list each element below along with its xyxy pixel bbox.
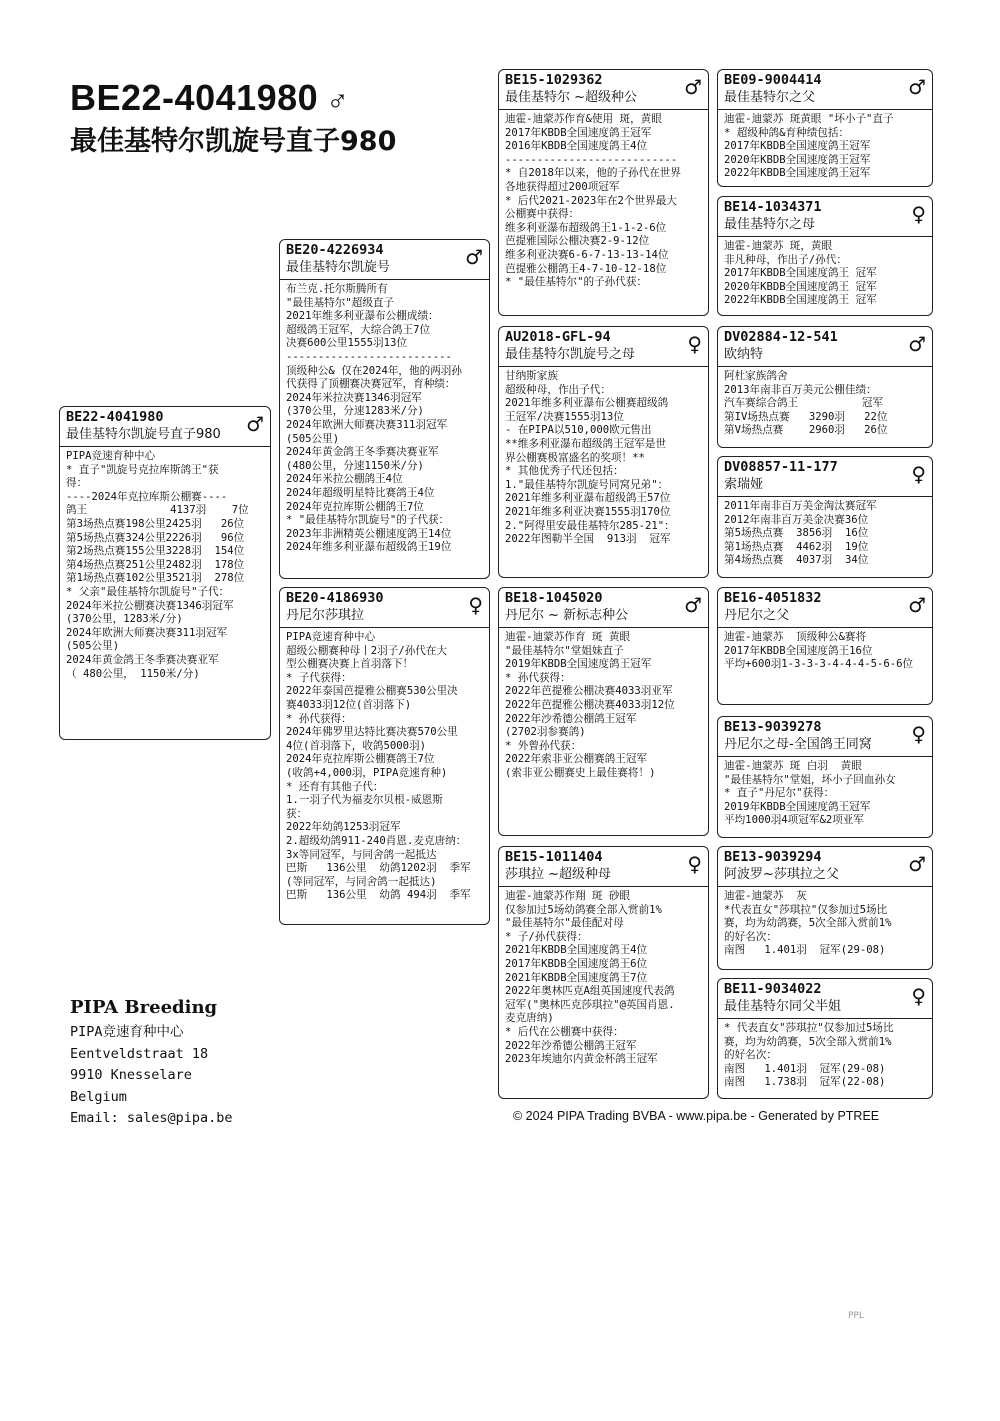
pedigree-card-subject: [59, 406, 271, 740]
pedigree-card-ddd: [717, 978, 933, 1099]
result-line: * 父亲"最佳基特尔凯旋号"子代：: [66, 585, 230, 598]
pigeon-name: 阿波罗~莎琪拉之父: [724, 867, 839, 882]
result-line: 2019年KBDB全国速度鸽王冠军: [724, 800, 871, 813]
card-body: [718, 887, 932, 960]
result-line: 2023年非洲精英公棚速度鸽王14位: [286, 527, 452, 540]
result-line: 决赛600公里1555羽13位: [286, 337, 407, 350]
result-line: 2023年埃迪尔内黄金杯鸽王冠军: [505, 1053, 658, 1066]
subject-name: 最佳基特尔凯旋号直子980: [70, 126, 397, 157]
ring-number: BE09-9004414: [724, 72, 822, 88]
pigeon-name: 最佳基特尔之父: [724, 90, 816, 105]
result-line: 第3场热点赛198公里2425羽 26位: [66, 517, 245, 530]
result-line: 2021年KBDB全国速度鸽王4位: [505, 944, 648, 957]
result-line: 代获得了顶棚赛决赛冠军，育种绩：: [286, 378, 456, 391]
result-line: 2022年KBDB全国速度鸽王冠军: [724, 167, 871, 180]
result-line: 顶级种公& 仅在2024年，他的两羽孙: [286, 364, 462, 377]
result-line: 2021年KBDB全国速度鸽王7位: [505, 971, 648, 984]
result-line: 的好名次：: [724, 930, 777, 943]
result-line: 迪霍-迪蒙苏 灰: [724, 890, 807, 902]
result-line: 2020年KBDB全国速度鸽王 冠军: [724, 280, 877, 293]
result-line: 2022年KBDB全国速度鸽王 冠军: [724, 294, 877, 307]
card-header: [499, 847, 708, 887]
result-line: 2024年米拉公棚赛决赛1346羽冠军: [66, 599, 234, 612]
result-line: (370公里，分速1283米/分): [286, 405, 424, 418]
breeder-email: Email: sales@pipa.be: [70, 1110, 233, 1126]
result-line: 2.超级幼鸽911-240肖恩.麦克唐纳：: [286, 834, 467, 847]
result-line: 巴斯 136公里 幼鸽 494羽 季军: [286, 889, 471, 902]
female-icon: ♀: [687, 332, 702, 356]
result-line: * 还育有其他子代：: [286, 780, 384, 793]
result-line: * 孙代获得：: [505, 671, 571, 684]
breeder-contact: [70, 996, 370, 1130]
result-line: 2017年KBDB全国速度鸽王16位: [724, 644, 873, 657]
subject-ring: BE22-4041980: [70, 77, 319, 118]
result-line: 维多利亚决赛6-6-7-13-13-14位: [505, 248, 669, 261]
ring-number: BE20-4226934: [286, 242, 384, 258]
result-line: 2024年克拉库斯公棚赛鸽王7位: [286, 753, 435, 766]
result-line: 2024年维多利亚瀑布超级鸽王19位: [286, 541, 452, 554]
card-body: [280, 280, 489, 557]
result-line: 迪霍-迪蒙苏作育&使用 斑，黄眼: [505, 113, 662, 125]
result-line: 迪霍-迪蒙苏 斑 白羽 黄眼: [724, 760, 862, 772]
card-header: [718, 70, 932, 110]
breeder-line: PIPA竞速育种中心: [70, 1024, 184, 1040]
pedigree-card-sire-sire: [498, 69, 709, 316]
result-line: (505公里): [286, 432, 340, 445]
card-header: [718, 847, 932, 887]
ring-number: BE11-9034022: [724, 981, 822, 997]
card-body: [718, 497, 932, 570]
card-header: [280, 240, 489, 280]
result-line: * "最佳基特尔"的子孙代获：: [505, 276, 648, 289]
result-line: 2024年欧洲大师赛决赛311羽冠军: [66, 626, 228, 639]
pedigree-card-sds: [717, 326, 933, 448]
result-line: "最佳基特尔"堂姐妹直子: [505, 644, 624, 657]
result-line: 各地获得超过200项冠军: [505, 180, 620, 193]
result-line: "最佳基特尔"最佳配对母: [505, 917, 624, 930]
pigeon-name: 最佳基特尔凯旋号之母: [505, 347, 636, 362]
result-line: "最佳基特尔"超级直子: [286, 296, 395, 309]
result-line: 芭提雅公棚鸽王4-7-10-12-18位: [505, 262, 667, 275]
result-line: 2021年维多利亚瀑布超级鸽王57位: [505, 492, 671, 505]
result-line: - 在PIPA以510,000欧元售出: [505, 424, 652, 437]
result-line: 冠军("奥林匹克莎琪拉"@英国肖恩.: [505, 998, 675, 1011]
result-line: * 后代2021-2023年在2个世界最大: [505, 194, 677, 207]
result-line: ---------------------------: [505, 153, 678, 166]
male-icon: ♂: [684, 75, 702, 99]
result-line: 维多利亚瀑布超级鸽王1-1-2-6位: [505, 221, 667, 234]
subject-header: [70, 78, 490, 159]
result-line: 公棚赛中获得：: [505, 208, 580, 221]
result-line: 得：: [66, 477, 88, 490]
card-body: [499, 367, 708, 549]
result-line: 1.一羽子代为福麦尔贝根-威恩斯: [286, 794, 443, 807]
pedigree-card-ssd: [717, 196, 933, 316]
result-line: * 直子"丹尼尔"获得：: [724, 787, 835, 800]
male-icon: ♂: [326, 84, 350, 117]
result-line: 超级鸽王冠军，大综合鸽王7位: [286, 323, 431, 336]
pedigree-card-sss: [717, 69, 933, 187]
card-body: [718, 110, 932, 183]
result-line: (收鸽+4,000羽，PIPA竞速育种): [286, 766, 448, 779]
subject-ring-row: [70, 78, 490, 121]
result-line: 甘纳斯家族: [505, 370, 558, 382]
result-line: 2017年KBDB全国速度鸽王 冠军: [724, 267, 877, 280]
result-line: * 后代在公棚赛中获得：: [505, 1025, 624, 1038]
result-line: 2024年克拉库斯公棚鸽王7位: [286, 500, 424, 513]
result-line: 2019年KBDB全国速度鸽王冠军: [505, 658, 652, 671]
result-line: 赛，均为幼鸽赛，5次全部入赏前1%: [724, 917, 892, 930]
female-icon: ♀: [911, 984, 926, 1008]
card-header: [499, 70, 708, 110]
pedigree-card-sdd: [717, 456, 933, 578]
result-line: ----2024年克拉库斯公棚赛----: [66, 490, 228, 503]
card-body: [718, 237, 932, 310]
card-header: [718, 979, 932, 1019]
breeder-name: PIPA Breeding: [70, 997, 218, 1018]
result-line: 2024年佛罗里达特比赛决赛570公里: [286, 726, 458, 739]
result-line: 第2场热点赛155公里3228羽 154位: [66, 545, 245, 558]
pedigree-card-dam: [279, 587, 490, 925]
result-line: (480公里，分速1150米/分): [286, 459, 424, 472]
card-body: [499, 628, 708, 783]
male-icon: ♂: [908, 852, 926, 876]
result-line: 南图 1.401羽 冠军(29-08): [724, 944, 886, 957]
ring-number: AU2018-GFL-94: [505, 329, 611, 345]
result-line: 鸽王 4137羽 7位: [66, 504, 249, 517]
ring-number: BE13-9039294: [724, 849, 822, 865]
result-line: 2024年黄金鸽王冬季赛决赛亚军: [66, 653, 219, 666]
result-line: 2024年米拉决赛1346羽冠军: [286, 391, 422, 404]
result-line: 第5场热点赛324公里2226羽 96位: [66, 531, 245, 544]
result-line: 2022年芭提雅公棚决赛4033羽12位: [505, 698, 675, 711]
card-header: [60, 407, 270, 447]
result-line: 2022年图勒半全国 913羽 冠军: [505, 533, 671, 546]
result-line: 2021年维多利亚瀑布公棚赛超级鸽: [505, 397, 669, 410]
copyright: © 2024 PIPA Trading BVBA - www.pipa.be - Generated by PTREE: [513, 1109, 880, 1123]
result-line: 第4场热点赛251公里2482羽 178位: [66, 558, 245, 571]
result-line: 南图 1.738羽 冠军(22-08): [724, 1076, 886, 1089]
ring-number: BE22-4041980: [66, 409, 164, 425]
result-line: * 自2018年以来，他的子孙代在世界: [505, 167, 681, 180]
card-body: [60, 447, 270, 683]
pedigree-card-dss: [717, 587, 933, 705]
result-line: （ 480公里， 1150米/分): [66, 667, 200, 680]
card-header: [718, 457, 932, 497]
card-header: [718, 327, 932, 367]
male-icon: ♂: [908, 332, 926, 356]
pedigree-card-dam-sire: [498, 587, 709, 836]
result-line: * 孙代获得：: [286, 712, 352, 725]
result-line: 3x等同冠军，与同舍鸽一起抵达: [286, 848, 437, 861]
result-line: 芭提雅国际公棚决赛2-9-12位: [505, 235, 650, 248]
result-line: 非凡种母，作出子/孙代：: [724, 253, 847, 266]
result-line: * "最佳基特尔凯旋号"的子代获：: [286, 514, 450, 527]
result-line: 2024年超级明星特比赛鸽王4位: [286, 486, 435, 499]
result-line: PIPA竞速育种中心: [286, 631, 376, 643]
result-line: 王冠军/决赛1555羽13位: [505, 410, 624, 423]
result-line: 2022年沙希德公棚鸽王冠军: [505, 712, 637, 725]
male-icon: ♂: [684, 593, 702, 617]
card-body: [718, 367, 932, 440]
pigeon-name: 最佳基特尔之母: [724, 217, 816, 232]
result-line: 2."阿得里安最佳基特尔285-21"：: [505, 519, 675, 532]
result-line: 1."最佳基特尔凯旋号同窝兄弟"：: [505, 478, 669, 491]
male-icon: ♂: [908, 75, 926, 99]
card-header: [718, 197, 932, 237]
result-line: *代表直女"莎琪拉"仅参加过5场比: [724, 903, 888, 916]
ring-number: BE14-1034371: [724, 199, 822, 215]
female-icon: ♀: [911, 722, 926, 746]
card-header: [499, 327, 708, 367]
result-line: 2022年芭提雅公棚决赛4033羽亚军: [505, 685, 673, 698]
result-line: 平均1000羽4项冠军&2项亚军: [724, 814, 864, 827]
result-line: 汽车赛综合鸽王 冠军: [724, 397, 884, 410]
result-line: 麦克唐纳): [505, 1012, 554, 1025]
result-line: 迪霍-迪蒙苏 顶级种公&赛将: [724, 631, 867, 643]
result-line: 2017年KBDB全国速度鸽王冠军: [724, 140, 871, 153]
ring-number: BE20-4186930: [286, 590, 384, 606]
result-line: 第1场热点赛102公里3521羽 278位: [66, 572, 245, 585]
pigeon-name: 丹尼尔之母-全国鸽王同窝: [724, 737, 872, 752]
pedigree-card-dam-dam: [498, 846, 709, 1099]
result-line: 迪霍-迪蒙苏 斑黄眼 "坏小子"直子: [724, 113, 894, 125]
card-header: [718, 588, 932, 628]
pedigree-card-sire-dam: [498, 326, 709, 578]
result-line: * 子/孙代获得：: [505, 930, 588, 943]
pigeon-name: 最佳基特尔同父半姐: [724, 999, 842, 1014]
male-icon: ♂: [465, 245, 483, 269]
result-line: * 超级种鸽&育种绩包括：: [724, 126, 850, 139]
page-mark: PPL: [848, 1311, 864, 1321]
result-line: 2020年KBDB全国速度鸽王冠军: [724, 153, 871, 166]
result-line: PIPA竞速育种中心: [66, 450, 156, 462]
breeder-line: Eentveldstraat 18: [70, 1045, 209, 1062]
result-line: * 其他优秀子代还包括：: [505, 465, 624, 478]
female-icon: ♀: [687, 852, 702, 876]
result-line: 2016年KBDB全国速度鸽王4位: [505, 140, 648, 153]
breeder-line: Belgium: [70, 1088, 127, 1105]
card-body: [499, 110, 708, 292]
pigeon-name: 欧纳特: [724, 347, 764, 362]
result-line: 2012年南非百万美金决赛36位: [724, 513, 869, 526]
result-line: 赛4033羽12位(首羽落下): [286, 698, 412, 711]
result-line: 第4场热点赛 4037羽 34位: [724, 554, 869, 567]
result-line: * 子代获得：: [286, 671, 352, 684]
pigeon-name: 索瑞娅: [724, 477, 764, 492]
result-line: 南图 1.401羽 冠军(29-08): [724, 1062, 886, 1075]
pigeon-name: 莎琪拉 ~超级种母: [505, 867, 612, 882]
pigeon-name: 最佳基特尔凯旋号直子980: [66, 427, 221, 442]
result-line: (505公里): [66, 640, 120, 653]
result-line: * 直子"凯旋号克拉库斯鸽王"获: [66, 463, 219, 476]
result-line: 2022年沙希德公棚鸽王冠军: [505, 1039, 637, 1052]
ring-number: BE18-1045020: [505, 590, 603, 606]
result-line: "最佳基特尔"堂姐，坏小子回血孙女: [724, 773, 896, 786]
female-icon: ♀: [911, 202, 926, 226]
card-header: [718, 717, 932, 757]
card-body: [499, 887, 708, 1069]
result-line: 2022年幼鸽1253羽冠军: [286, 821, 401, 834]
result-line: 2024年米拉公棚鸽王4位: [286, 473, 403, 486]
result-line: 界公棚赛极富盛名的奖项！**: [505, 451, 645, 464]
result-line: (等同冠军，与同舍鸽一起抵达): [286, 875, 437, 888]
result-line: 型公棚赛决赛上首羽落下！: [286, 658, 414, 671]
result-line: 2021年维多利亚决赛1555羽170位: [505, 505, 671, 518]
card-body: [718, 628, 932, 674]
result-line: 2011年南非百万美金淘汰赛冠军: [724, 500, 877, 512]
result-line: 第5场热点赛 3856羽 16位: [724, 527, 869, 540]
pigeon-name: 丹尼尔之父: [724, 608, 790, 623]
result-line: 2021年维多利亚瀑布公棚成绩：: [286, 310, 439, 323]
result-line: 布兰克.托尔斯腾所有: [286, 283, 388, 295]
card-body: [718, 1019, 932, 1092]
pigeon-name: 最佳基特尔 ~超级种公: [505, 90, 638, 105]
result-line: 第V场热点赛 2960羽 26位: [724, 424, 888, 437]
ring-number: DV08857-11-177: [724, 459, 838, 475]
result-line: 第1场热点赛 4462羽 19位: [724, 540, 869, 553]
female-icon: ♀: [468, 593, 483, 617]
result-line: 超级公棚赛种母丨2羽子/孙代在大: [286, 644, 448, 657]
card-header: [280, 588, 489, 628]
ring-number: BE13-9039278: [724, 719, 822, 735]
male-icon: ♂: [246, 412, 264, 436]
result-line: 2024年黄金鸽王冬季赛决赛亚军: [286, 446, 439, 459]
result-line: 巴斯 136公里 幼鸽1202羽 季军: [286, 862, 471, 875]
result-line: 获：: [286, 807, 308, 820]
result-line: 2024年欧洲大师赛决赛311羽冠军: [286, 418, 448, 431]
result-line: 2017年KBDB全国速度鸽王6位: [505, 957, 648, 970]
pedigree-card-dsd: [717, 716, 933, 838]
result-line: 2022年泰国芭提雅公棚赛530公里决: [286, 685, 458, 698]
result-line: 平均+600羽1-3-3-3-4-4-4-5-6-6位: [724, 658, 914, 671]
breeder-line: 9910 Knesselare: [70, 1067, 192, 1083]
result-line: 迪霍-迪蒙苏作翔 斑 砂眼: [505, 890, 631, 902]
result-line: (索非亚公棚赛史上最佳赛将！): [505, 766, 656, 779]
result-line: (2702羽参赛鸽): [505, 726, 586, 739]
result-line: 阿杜家族鸽舍: [724, 370, 788, 382]
result-line: 的好名次：: [724, 1049, 777, 1062]
result-line: 迪霍-迪蒙苏 斑，黄眼: [724, 240, 833, 252]
result-line: 迪霍-迪蒙苏作育 斑 黄眼: [505, 631, 631, 643]
female-icon: ♀: [911, 462, 926, 486]
pigeon-name: 最佳基特尔凯旋号: [286, 260, 391, 275]
pedigree-card-sire: [279, 239, 490, 579]
result-line: 2013年南非百万美元公棚佳绩：: [724, 383, 877, 396]
pigeon-name: 丹尼尔莎琪拉: [286, 608, 365, 623]
ring-number: BE15-1011404: [505, 849, 603, 865]
result-line: * 外曾孙代获：: [505, 739, 582, 752]
result-line: 超级种母，作出子代：: [505, 383, 611, 396]
result-line: 赛，均为幼鸽赛，5次全部入赏前1%: [724, 1035, 892, 1048]
result-line: 4位(首羽落下，收鸽5000羽): [286, 739, 426, 752]
result-line: * 代表直女"莎琪拉"仅参加过5场比: [724, 1022, 894, 1034]
result-line: 2022年奥林匹克A组英国速度代表鸽: [505, 985, 675, 998]
card-body: [718, 757, 932, 830]
result-line: 2022年索非亚公棚赛鸽王冠军: [505, 753, 648, 766]
ring-number: BE15-1029362: [505, 72, 603, 88]
result-line: 仅参加过5场幼鸽赛全部入赏前1%: [505, 903, 662, 916]
ring-number: BE16-4051832: [724, 590, 822, 606]
pigeon-name: 丹尼尔 ~ 新标志种公: [505, 608, 629, 623]
ring-number: DV02884-12-541: [724, 329, 838, 345]
result-line: 2017年KBDB全国速度鸽王冠军: [505, 126, 652, 139]
pedigree-card-dds: [717, 846, 933, 970]
male-icon: ♂: [908, 593, 926, 617]
result-line: **维多利亚瀑布超级鸽王冠军是世: [505, 437, 667, 450]
card-body: [280, 628, 489, 905]
card-header: [499, 588, 708, 628]
result-line: 第IV场热点赛 3290羽 22位: [724, 410, 888, 423]
result-line: (370公里，1283米/分): [66, 613, 183, 626]
result-line: --------------------------: [286, 350, 452, 363]
